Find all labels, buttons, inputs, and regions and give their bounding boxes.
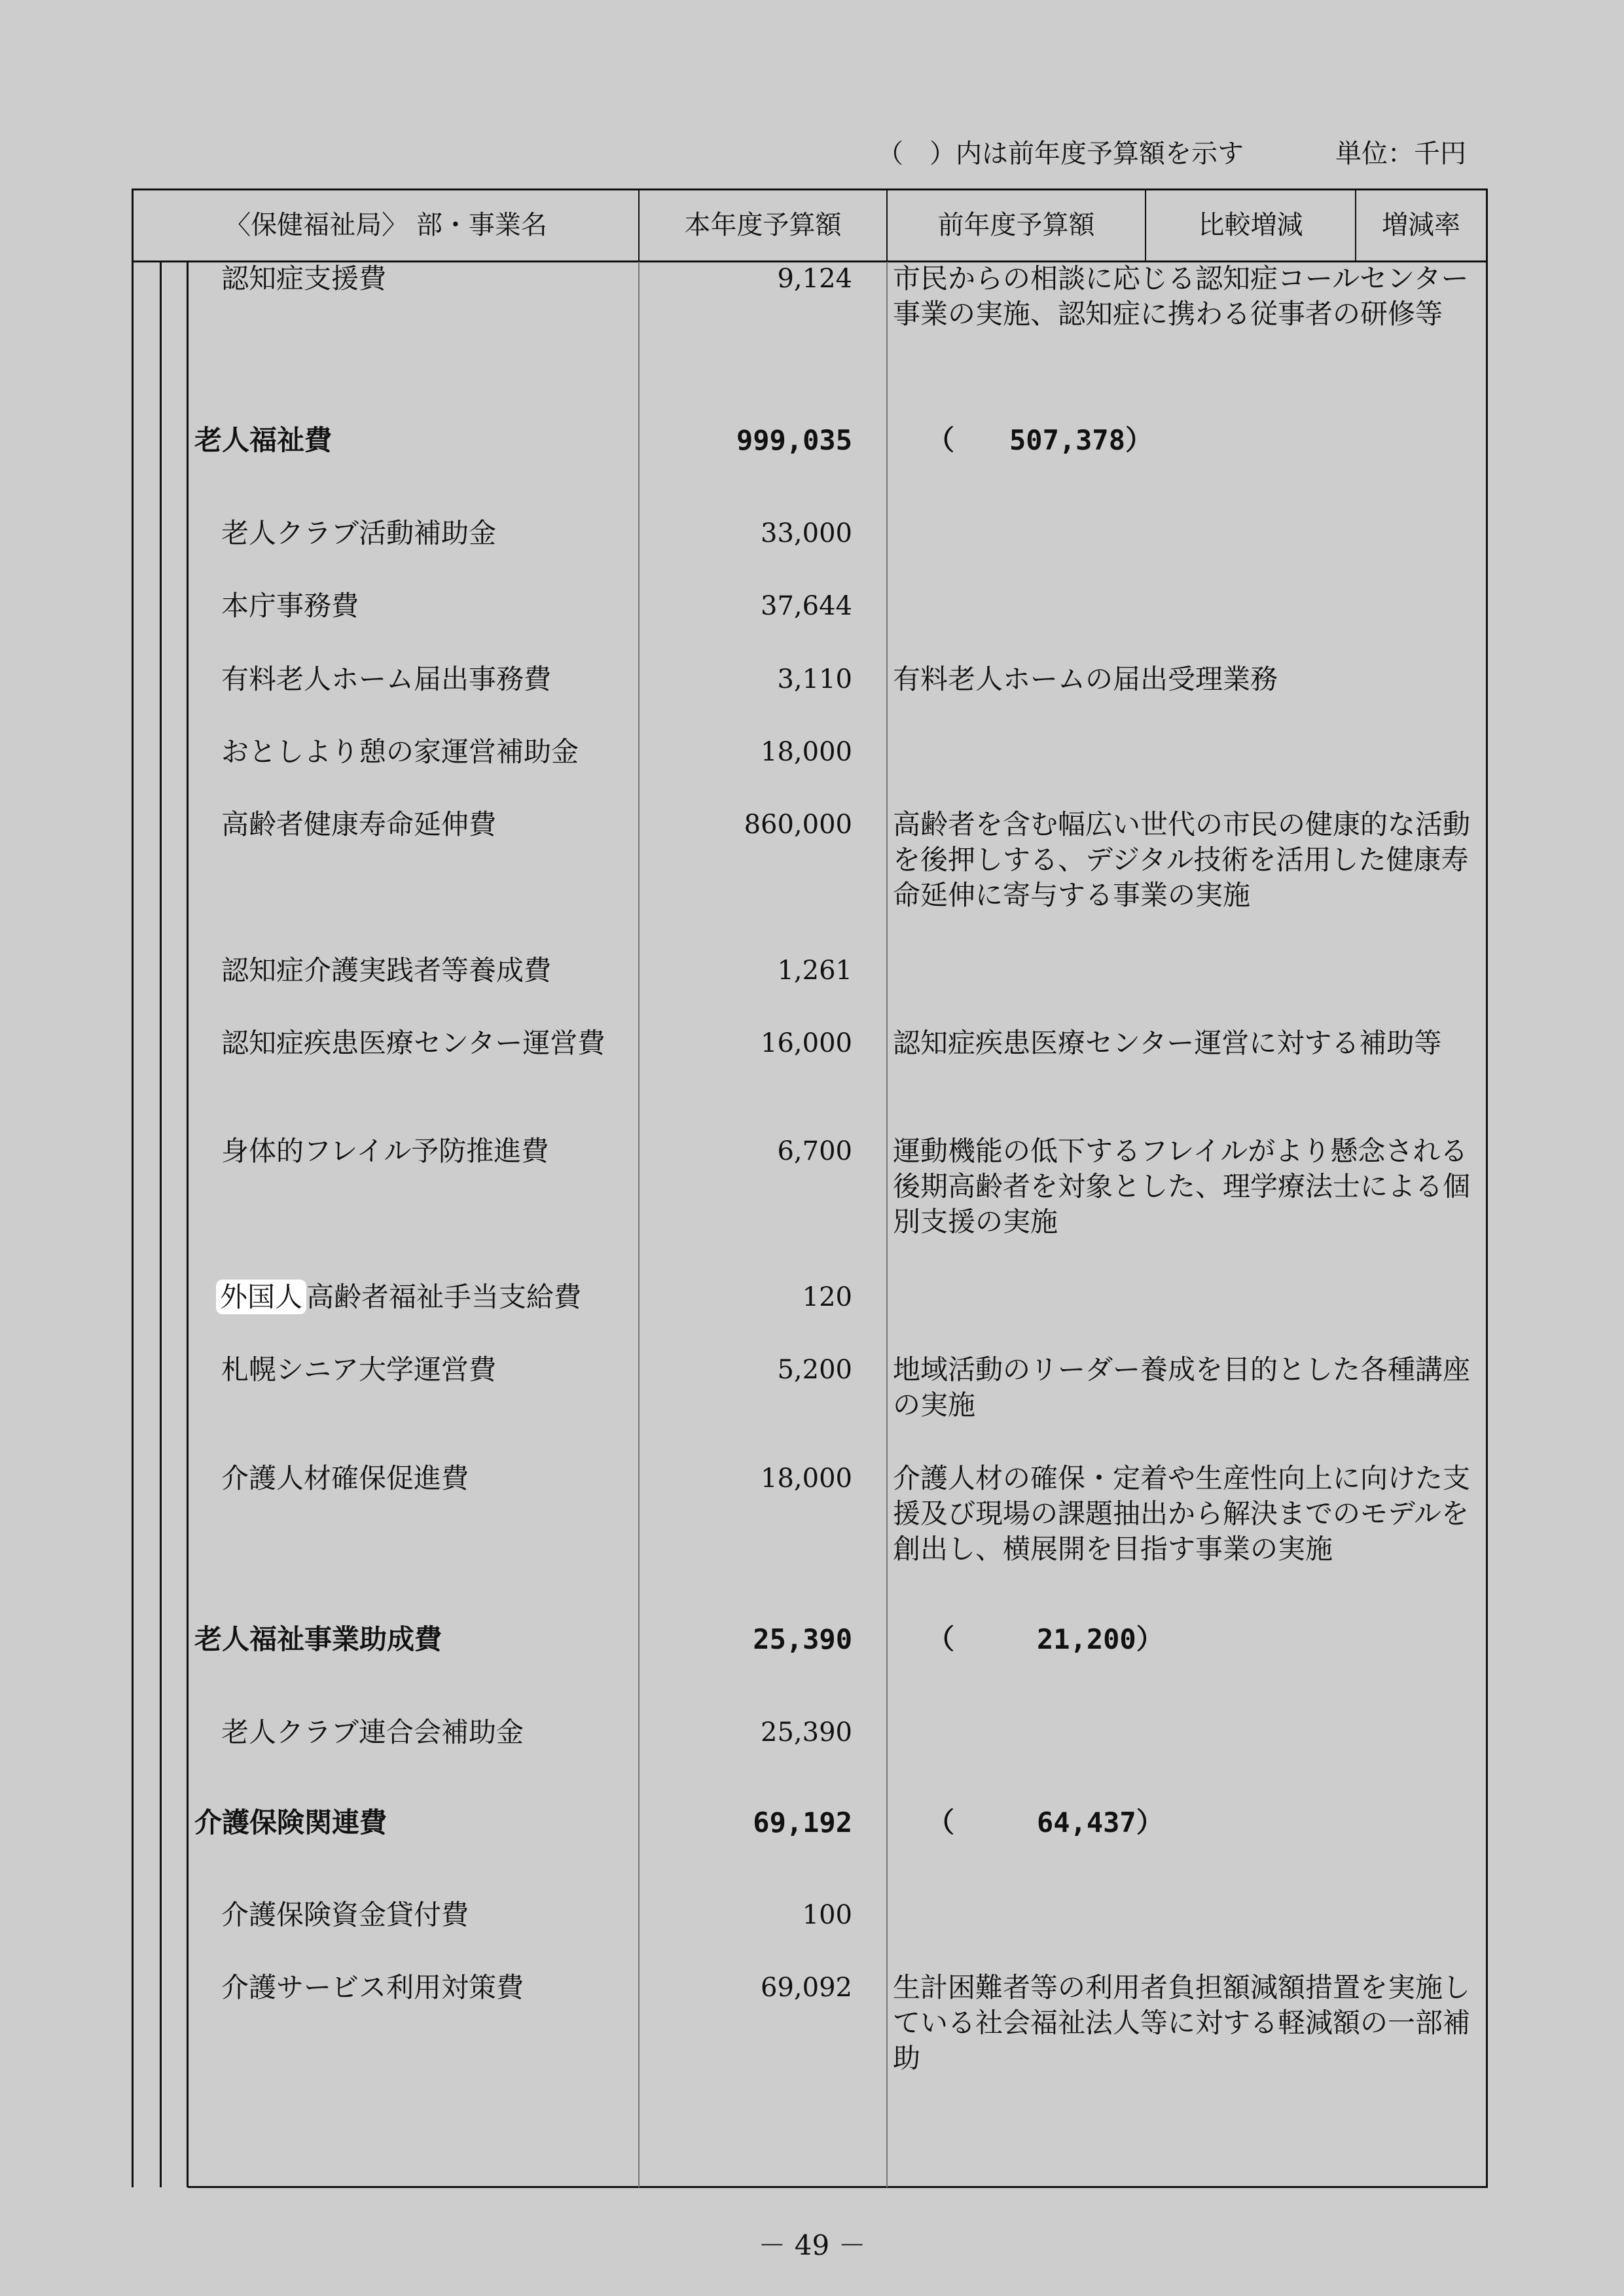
item-description: 地域活動のリーダー養成を目的とした各種講座の実施 bbox=[893, 1354, 1471, 1421]
item-name: 本庁事務費 bbox=[221, 590, 359, 622]
item-name: 高齢者健康寿命延伸費 bbox=[221, 808, 497, 840]
item-amount: 18,000 bbox=[761, 737, 852, 767]
item-description: 介護人材の確保・定着や生産性向上に向けた支援及び現場の課題抽出から解決までのモデルを創出し、横展開を目指す事業の実施 bbox=[893, 1462, 1471, 1565]
body-divider-desc bbox=[886, 262, 888, 2187]
item-name: 認知症介護実践者等養成費 bbox=[221, 954, 552, 986]
item-amount: 69,092 bbox=[761, 1973, 852, 2003]
item-name: おとしより憩の家運営補助金 bbox=[221, 736, 579, 768]
item-amount: 100 bbox=[802, 1900, 852, 1930]
category-amount: 25,390 bbox=[753, 1623, 852, 1655]
column-header-current-budget: 本年度予算額 bbox=[684, 210, 842, 240]
item-amount: 1,261 bbox=[777, 956, 852, 986]
item-name: 有料老人ホーム届出事務費 bbox=[221, 663, 552, 695]
item-amount: 9,124 bbox=[777, 264, 852, 294]
hierarchy-line-3 bbox=[187, 262, 189, 2187]
category-amount: 69,192 bbox=[753, 1806, 852, 1839]
item-name: 介護サービス利用対策費 bbox=[221, 1971, 524, 2003]
item-amount: 33,000 bbox=[761, 518, 852, 548]
previous-year-amount: （ 64,437） bbox=[927, 1806, 1164, 1839]
hierarchy-line-1 bbox=[132, 262, 134, 2187]
column-header-rate: 増減率 bbox=[1382, 210, 1460, 240]
category-name: 老人福祉事業助成費 bbox=[194, 1623, 442, 1655]
column-header-difference: 比較増減 bbox=[1198, 210, 1303, 240]
item-name: 老人クラブ連合会補助金 bbox=[221, 1716, 524, 1748]
highlighted-text: 外国人 bbox=[216, 1280, 306, 1314]
item-amount: 16,000 bbox=[761, 1028, 852, 1058]
item-description: 有料老人ホームの届出受理業務 bbox=[893, 663, 1278, 695]
column-header-previous-budget: 前年度予算額 bbox=[937, 210, 1095, 240]
previous-year-note: （ ）内は前年度予算額を示す bbox=[877, 139, 1244, 169]
item-name: 老人クラブ活動補助金 bbox=[221, 517, 497, 549]
item-name bbox=[221, 1280, 614, 1315]
item-amount: 18,000 bbox=[761, 1463, 852, 1494]
item-amount: 120 bbox=[802, 1282, 852, 1312]
category-name: 老人福祉費 bbox=[194, 424, 333, 456]
item-amount: 860,000 bbox=[744, 810, 852, 840]
item-amount: 37,644 bbox=[761, 591, 852, 621]
category-name: 介護保険関連費 bbox=[194, 1806, 388, 1839]
item-name: 認知症支援費 bbox=[221, 262, 387, 295]
item-description: 生計困難者等の利用者負担額減額措置を実施している社会福祉法人等に対する軽減額の一部補助 bbox=[893, 1971, 1471, 2074]
table-bottom-border bbox=[188, 2186, 1488, 2188]
category-amount: 999,035 bbox=[736, 424, 852, 456]
item-name: 札幌シニア大学運営費 bbox=[221, 1354, 497, 1386]
item-name-rest: 高齢者福祉手当支給費 bbox=[306, 1281, 582, 1313]
item-description: 運動機能の低下するフレイルがより懸念される後期高齢者を対象とした、理学療法士による個別支援の実施 bbox=[893, 1135, 1471, 1238]
item-name: 介護人材確保促進費 bbox=[221, 1462, 469, 1494]
item-amount: 3,110 bbox=[777, 664, 852, 694]
item-name: 身体的フレイル予防推進費 bbox=[221, 1135, 549, 1167]
body-divider-amount bbox=[638, 262, 640, 2187]
header-note bbox=[877, 133, 1486, 170]
item-amount: 25,390 bbox=[761, 1717, 852, 1748]
item-amount: 6,700 bbox=[777, 1136, 852, 1166]
hierarchy-line-2 bbox=[160, 262, 162, 2187]
item-description: 高齢者を含む幅広い世代の市民の健康的な活動を後押しする、デジタル技術を活用した健康寿命延伸に寄与する事業の実施 bbox=[893, 808, 1471, 911]
unit-label: 単位：千円 bbox=[1335, 139, 1466, 169]
item-name: 認知症疾患医療センター運営費 bbox=[221, 1027, 605, 1059]
item-description: 認知症疾患医療センター運営に対する補助等 bbox=[893, 1027, 1442, 1059]
item-description: 市民からの相談に応じる認知症コールセンター事業の実施、認知症に携わる従事者の研修等 bbox=[893, 262, 1469, 330]
page-number: － 49 － bbox=[758, 2229, 866, 2261]
previous-year-amount: （ 507,378） bbox=[927, 424, 1153, 456]
column-header-name: 〈保健福祉局〉 部・事業名 bbox=[225, 210, 547, 240]
previous-year-amount: （ 21,200） bbox=[927, 1623, 1164, 1655]
item-amount: 5,200 bbox=[777, 1355, 852, 1385]
item-name: 介護保険資金貸付費 bbox=[221, 1899, 469, 1931]
